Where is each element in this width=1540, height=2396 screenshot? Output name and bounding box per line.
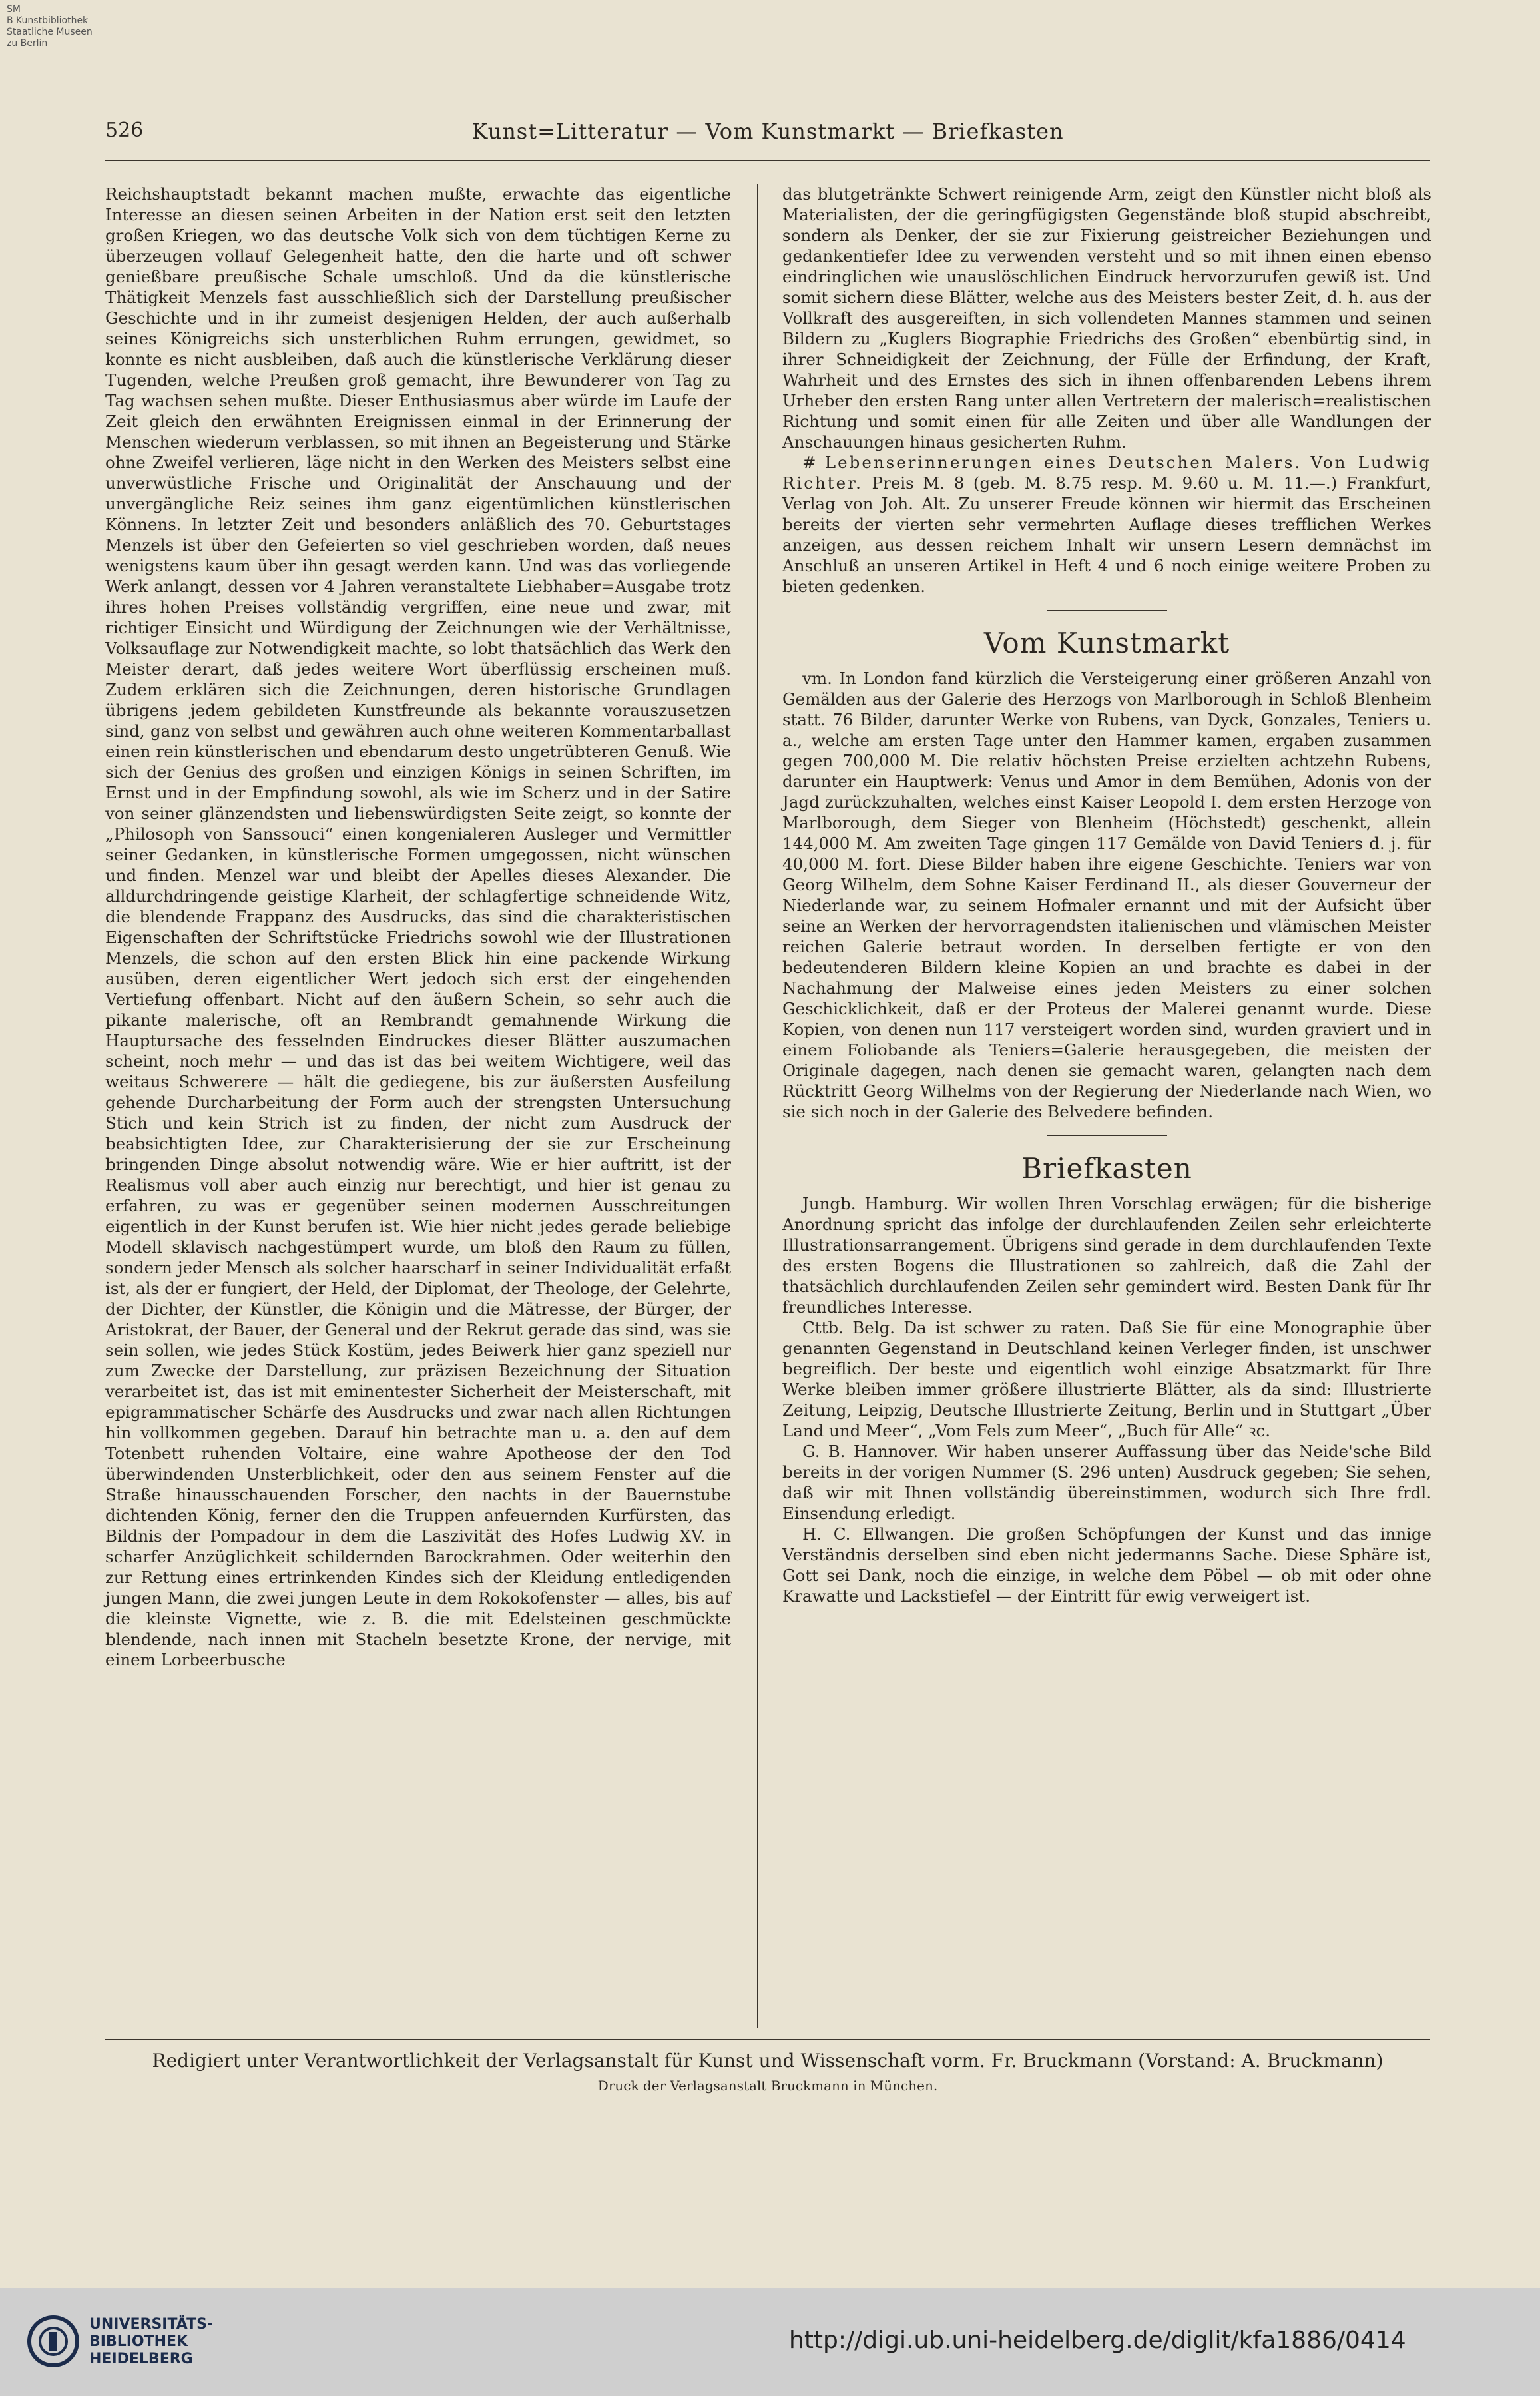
- stamp-line: zu Berlin: [7, 38, 48, 49]
- right-column: [782, 184, 1431, 1606]
- letter-reply: H. C. Ellwangen. Die großen Schöpfungen der Kunst und das innige Verständnis derselben sind eben nicht jedermanns Sache. Diese Sphäre ist, Gott sei Dank, noch die einzige, in welche dem Pöbel — ob mit oder ohne Krawatte und Lackstiefel — der Eintritt für ewig verweigert ist.: [782, 1524, 1431, 1606]
- letter-reply: Cttb. Belg. Da ist schwer zu raten. Daß Sie für eine Monographie über genannten Gegenstand in Deutschland keinen Verleger finden, ist unschwer begreiflich. Der beste und eigentlich wohl einzige Absatzmarkt für Ihre Werke bleiben immer größere illustrierte Blätter, als da sind: Illustrierte Zeitung, Leipzig, Deutsche Illustrierte Zeitung, Berlin und in Stuttgart „Über Land und Meer“, „Vom Fels zum Meer“, „Buch für Alle“ ꝛc.: [782, 1318, 1431, 1440]
- logo-line: UNIVERSITÄTS-: [89, 2316, 214, 2333]
- printer-line: Druck der Verlagsanstalt Bruckmann in München.: [597, 2078, 938, 2094]
- kunstmarkt-paragraph: vm. In London fand kürzlich die Versteigerung einer größeren Anzahl von Gemälden aus der Galerie des Herzogs von Marlborough in Schloß Blenheim statt. 76 Bilder, darunter Werke von Rubens, van Dyck, Gonzales, Teniers u. a., welche am ersten Tage unter den Hammer kamen, ergaben zusammen gegen 700,000 M. Die relativ höchsten Preise erzielten achtzehn Rubens, darunter ein Hauptwerk: Venus und Amor in dem Bemühen, Adonis von der Jagd zurückzuhalten, welches einst Kaiser Leopold I. dem ersten Herzoge von Marlborough, dem Sieger von Blenheim (Höchstedt) geschenkt, allein 144,000 M. Am zweiten Tage gingen 117 Gemälde von David Teniers d. j. für 40,000 M. fort. Diese Bilder haben ihre eigene Geschichte. Teniers war von Georg Wilhelm, dem Sohne Kaiser Ferdinand II., als dieser Gouverneur der Niederlande war, zu seinem Hofmaler ernannt und mit der Aufsicht über seine an Werken der hervorragendsten italienischen und vlämischen Meister reichen Galerie betraut worden. In derselben fertigte er von den bedeutenderen Bildern kleine Kopien an und brachte es dabei in der Nachahmung der Malweise eines jeden Meisters zu einer solchen Geschicklichkeit, daß er der Proteus der Malerei genannt wurde. Diese Kopien, von denen nun 117 versteigert worden sind, wurden graviert und in einem Foliobande als Teniers=Galerie herausgegeben, die meisten der Originale dagegen, nach denen sie gemacht waren, gelangten nach dem Rücktritt Georg Wilhelms von der Regierung der Niederlande nach Wien, wo sie sich noch in der Galerie des Belvedere befinden.: [782, 669, 1431, 1121]
- header-rule: [105, 160, 1430, 161]
- review-title: Lebenserinnerungen eines Deutschen Malers.: [824, 453, 1302, 472]
- kunstmarkt-heading: Vom Kunstmarkt: [983, 627, 1230, 659]
- review-text: Preis M. 8 (geb. M. 8.75 resp. M. 9.60 u. M. 11.—.) Frankfurt, Verlag von Joh. Alt. Zu unserer Freude können wir hiermit das Erscheinen bereits der vierten sehr vermehrten Auflage dieses trefflichen Werkes anzeigen, aus dessen reichem Inhalt wir unsern Lesern demnächst im Anschluß an unseren Artikel in Heft 4 und 6 noch einige weitere Proben zu bieten gedenken.: [782, 473, 1431, 596]
- permalink-url[interactable]: http://digi.ub.uni-heidelberg.de/diglit/kfa1886/0414: [789, 2327, 1406, 2354]
- left-column: [105, 184, 731, 1670]
- page-header: [105, 119, 1430, 156]
- article-paragraph: das blutgetränkte Schwert reinigende Arm, zeigt den Künstler nicht bloß als Materialisten, der die geringfügigsten Gegenstände bloß stupid abschreibt, sondern als Denker, der sie zur Fixierung geistreicher Beziehungen und gedankentiefer Idee zu verwenden versteht und so mit ihnen einen ebenso eindringlichen wie unauslöschlichen Eindruck hervorzurufen gewiß ist. Und somit sichern diese Blätter, welche aus des Meisters bester Zeit, d. h. aus der Vollkraft des ausgereiften, in sich vollendeten Mannes stammen und seinen Bildern zu „Kuglers Biographie Friedrichs des Großen“ ebenbürtig sind, in ihrer Schneidigkeit der Zeichnung, der Fülle der Erfindung, der Kraft, Wahrheit und des Ernstes des sich in ihnen offenbarenden Lebens ihrem Urheber den ersten Rang unter allen Vertretern der malerisch=realistischen Richtung und somit einen für alle Zeiten und über alle Wandlungen der Anschauungen hinaus gesicherten Ruhm.: [782, 184, 1431, 451]
- letter-reply: Jungb. Hamburg. Wir wollen Ihren Vorschlag erwägen; für die bisherige Anordnung spricht das infolge der durchlaufenden Zeilen sehr erleichterte Illustrationsarrangement. Übrigens sind gerade in dem durchlaufenden Texte des ersten Bogens die Illustrationen so zahlreich, daß die Zahl der thatsächlich durchlaufenden Zeilen sehr gemindert wird. Besten Dank für Ihr freundliches Interesse.: [782, 1194, 1431, 1317]
- article-paragraph: Reichshauptstadt bekannt machen mußte, erwachte das eigentliche Interesse an diesen seinen Arbeiten in der Nation erst seit den letzten großen Kriegen, wo das deutsche Volk sich von dem tüchtigen Kerne zu überzeugen vollauf Gelegenheit hatte, den die harte und oft schwer genießbare preußische Schale umschloß. Und da die künstlerische Thätigkeit Menzels fast ausschließlich sich der Darstellung preußischer Geschichte und in ihr zumeist desjenigen Helden, der auch außerhalb seines Königreichs sich unsterblichen Ruhm errungen, gewidmet, so konnte es nicht ausbleiben, daß auch die künstlerische Verklärung dieser Tugenden, welche Preußen groß gemacht, ihre Bewunderer von Tag zu Tag wachsen sehen mußte. Dieser Enthusiasmus aber würde im Laufe der Zeit gleich den erwähnten Ereignissen einmal in der Erinnerung der Menschen wiederum verblassen, so mit ihnen an Begeisterung und Stärke ohne Zweifel verlieren, läge nicht in den Werken des Meisters selbst eine unverwüstliche Frische und Originalität der Anschauung und der unvergängliche Reiz seines ihm ganz eigentümlichen künstlerischen Könnens. In letzter Zeit und besonders anläßlich des 70. Geburtstages Menzels ist über den Gefeierten so viel geschrieben worden, daß neues wenigstens kaum über ihn gesagt werden kann. Und was das vorliegende Werk anlangt, dessen vor 4 Jahren veranstaltete Liebhaber=Ausgabe trotz ihres hohen Preises vollständig vergriffen, eine neue und zwar, mit richtiger Einsicht und Würdigung der Zeichnungen wie der Verhältnisse, Volksauflage zur Notwendigkeit machte, so lobt thatsächlich das Werk den Meister derart, daß jedes weitere Wort überflüssig erscheinen muß. Zudem erklären sich die Zeichnungen, deren historische Grundlagen übrigens jedem gebildeten Kunstfreunde als bekannte vorauszusetzen sind, ganz von selbst und gewähren auch ohne weiteren Kommentarballast einen rein künstlerischen und ebendarum desto ungetrübteren Genuß. Wie sich der Genius des großen und einzigen Königs in seinen Schriften, im Ernst und in der Empfindung sowohl, als wie im Scherz und in der Satire von seiner glänzendsten und liebenswürdigsten Seite zeigt, so konnte der „Philosoph von Sanssouci“ einen kongenialeren Ausleger und Vermittler seiner Gedanken, in künstlerische Formen umgegossen, nicht wünschen und finden. Menzel war und bleibt der Apelles dieses Alexander. Die alldurchdringende geistige Klarheit, der schlagfertige schneidende Witz, die blendende Frappanz des Ausdrucks, das sind die charakteristischen Eigenschaften der Schriftstücke Friedrichs sowohl wie der Illustrationen Menzels, die schon auf den ersten Blick hin eine packende Wirkung ausüben, deren eigentlicher Wert jedoch sich erst der eingehenden Vertiefung offenbart. Nicht auf den äußern Schein, so sehr auch die pikante malerische, oft an Rembrandt gemahnende Wirkung die Hauptursache des fesselnden Eindruckes dieser Blätter auszumachen scheint, noch mehr — und das ist das bei weitem Wichtigere, weil das weitaus Schwerere — hält die gediegene, bis zur äußersten Ausfeilung gehende Durcharbeitung der Form auch der strengsten Untersuchung Stich und kein Strich ist zu finden, der nicht zum Ausdruck der beabsichtigten Idee, zur Charakterisierung der sie zur Erscheinung bringenden Dinge absolut notwendig wäre. Wie er hier auftritt, ist der Realismus voll aber auch einzig nur berechtigt, und hier ist genau zu erfahren, zu was er gegenüber seinen modernen Ausschreitungen eigentlich in der Kunst berufen ist. Wie hier nicht jedes gerade beliebige Modell sklavisch nachgestümpert wurde, um bloß den Raum zu füllen, sondern jeder Mensch als solcher haarscharf in seiner Individualität erfaßt ist, als der er fungiert, der Held, der Diplomat, der Theologe, der Gelehrte, der Dichter, der Künstler, die Königin und die Mätresse, der Bürger, der Aristokrat, der Bauer, der General und der Rekrut gerade das sind, was sie sein sollen, wie jedes Stück Kostüm, jedes Beiwerk hier ganz speziell nur zum Zwecke der Darstellung, zur präzisen Bezeichnung der Situation verarbeitet ist, das ist mit eminentester Sicherheit der Meisterschaft, mit epigrammatischer Schärfe des Ausdrucks und zwar nach allen Richtungen hin vollkommen gegeben. Darauf hin betrachte man u. a. den auf dem Totenbett ruhenden Voltaire, eine wahre Apotheose der den Tod überwindenden Unsterblichkeit, oder den aus seinem Fenster auf die Straße hinausschauenden Forscher, den nachts in der Bauernstube dichtenden König, ferner den die Truppen anfeuernden Kurfürsten, das Bildnis der Pompadour in dem die Laszivität des Hofes Ludwig XV. in scharfer Anzüglichkeit schildernden Barockrahmen. Oder weiterhin den zur Rettung eines ertrinkenden Kindes sich der Kleidung entledigenden jungen Mann, die zwei jungen Leute in dem Rokokofenster — alles, bis auf die kleinste Vignette, wie z. B. die mit Edelsteinen geschmückte blendende, nach innen mit Stacheln besetzte Krone, der nervige, mit einem Lorbeerbusche: [105, 184, 731, 1669]
- university-seal-icon: [27, 2315, 80, 2368]
- section-separator: [1047, 1135, 1167, 1136]
- column-divider: [757, 184, 758, 2028]
- library-bar: [0, 2288, 1540, 2396]
- section-separator: [1047, 610, 1167, 611]
- review-author: Von Ludwig Richter.: [782, 453, 1432, 493]
- page-number: 526: [105, 119, 144, 142]
- stamp-line: B Kunstbibliothek: [7, 15, 89, 26]
- page-footer: [105, 2048, 1430, 2097]
- library-logo-text: [89, 2316, 213, 2368]
- logo-line: BIBLIOTHEK: [89, 2333, 188, 2350]
- letter-reply: G. B. Hannover. Wir haben unserer Auffassung über das Neide'sche Bild bereits in der vorigen Nummer (S. 296 unten) Ausdruck gegeben; Sie sehen, daß wir mit Ihnen vollständig übereinstimmen, wodurch sich Ihre frdl. Einsendung erledigt.: [782, 1442, 1431, 1523]
- stamp-line: SM: [7, 4, 21, 15]
- logo-line: HEIDELBERG: [89, 2351, 193, 2367]
- briefkasten-heading: Briefkasten: [1021, 1152, 1192, 1185]
- archive-stamp: [7, 4, 107, 49]
- running-title: Kunst=Litteratur — Vom Kunstmarkt — Briefkasten: [471, 119, 1064, 144]
- footer-rule: [105, 2039, 1430, 2040]
- review-marker: #: [802, 453, 816, 472]
- book-review: [782, 452, 1431, 597]
- editor-line: Redigiert unter Verantwortlichkeit der Verlagsanstalt für Kunst und Wissenschaft vorm. Fr. Bruckmann (Vorstand: A. Bruckmann): [152, 2050, 1384, 2072]
- stamp-line: Staatliche Museen: [7, 27, 93, 37]
